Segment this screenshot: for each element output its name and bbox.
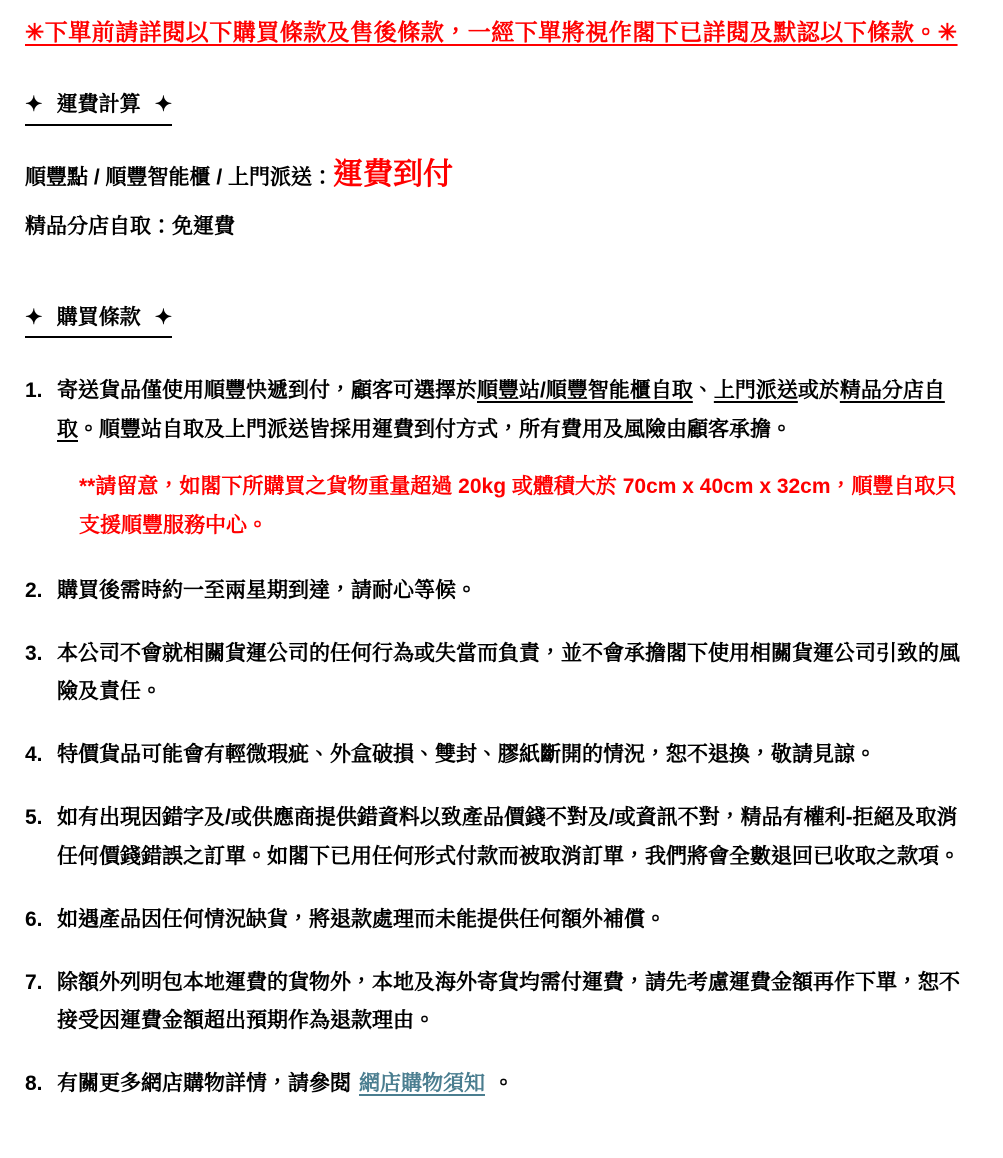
terms-section-title: 購買條款: [56, 305, 141, 329]
store-shopping-guide-link[interactable]: 網店購物須知: [359, 1072, 485, 1096]
term-segment: 寄送貨品僅使用順豐快遞到付，顧客可選擇於: [57, 379, 477, 403]
four-pointed-star-icon: ✦: [25, 305, 43, 329]
term-item-1: [25, 372, 961, 547]
term-number: 6.: [25, 907, 43, 931]
term-segment: 。順豐站自取及上門派送皆採用運費到付方式，所有費用及風險由顧客承擔。: [78, 418, 792, 442]
term-item-2: [25, 572, 961, 611]
term-number: 4.: [25, 743, 43, 767]
term-segment: 。: [493, 1072, 514, 1096]
term-text: 除額外列明包本地運費的貨物外，本地及海外寄貨均需付運費，請先考慮運費金額再作下單，恕不接受因運費金額超出預期作為退款理由。: [57, 970, 960, 1033]
term-segment-underlined: 上門派送: [713, 379, 798, 403]
four-pointed-star-icon: ✦: [154, 305, 173, 329]
term-text: [57, 372, 961, 547]
freight-collect-highlight: 運費到付: [333, 157, 454, 191]
store-pickup-line: 精品分店自取：免運費: [25, 214, 235, 238]
term-number: 1.: [25, 379, 43, 403]
shipping-methods-line: [25, 154, 961, 196]
shipping-methods-label: 順豐點 / 順豐智能櫃 / 上門派送：: [25, 165, 334, 189]
term-text: 本公司不會就相關貨運公司的任何行為或失當而負責，並不會承擔閣下使用相關貨運公司引致的風險及責任。: [57, 641, 960, 704]
top-notice: ✳下單前請詳閱以下購買條款及售後條款，一經下單將視作閣下已詳閱及默認以下條款。✳: [25, 19, 958, 45]
term-segment: 有關更多網店購物詳情，請參閱: [57, 1072, 351, 1096]
term-number: 5.: [25, 806, 43, 830]
term-item-5: [25, 799, 961, 877]
terms-section-heading: [25, 303, 961, 338]
term-text: [57, 1065, 961, 1104]
term-segment-underlined: 順豐站/順豐智能櫃自取: [477, 379, 693, 403]
shipping-section-title: 運費計算: [56, 93, 141, 117]
four-pointed-star-icon: ✦: [25, 93, 43, 117]
term-item-6: [25, 901, 961, 940]
shipping-section-heading: [25, 90, 961, 125]
term-item-4: [25, 736, 961, 775]
term-text: 如有出現因錯字及/或供應商提供錯資料以致產品價錢不對及/或資訊不對，精品有權利-拒絕及取消任何價錢錯誤之訂單。如閣下已用任何形式付款而被取消訂單，我們將會全數退回已收取之款項。: [57, 806, 960, 868]
term-text: 特價貨品可能會有輕微瑕疵、外盒破損、雙封、膠紙斷開的情況，恕不退換，敬請見諒。: [57, 743, 876, 767]
weight-limit-note: **請留意，如閣下所購買之貨物重量超過 20kg 或體積大於 70cm x 40cm x 32cm，順豐自取只支援順豐服務中心。: [79, 475, 957, 537]
term-segment: 或於: [797, 379, 840, 403]
term-segment-underlined: 精品分店自取: [57, 379, 945, 442]
four-pointed-star-icon: ✦: [154, 93, 173, 117]
term-item-3: [25, 635, 961, 713]
term-text: 如遇產品因任何情況缺貨，將退款處理而未能提供任何額外補償。: [57, 907, 666, 931]
term-number: 2.: [25, 578, 43, 602]
term-segment: 、: [692, 379, 714, 403]
term-number: 3.: [25, 641, 43, 665]
term-item-8: [25, 1065, 961, 1104]
term-number: 8.: [25, 1072, 43, 1096]
term-item-7: [25, 964, 961, 1042]
terms-list: [25, 372, 961, 1104]
term-number: 7.: [25, 970, 43, 994]
term-text: 購買後需時約一至兩星期到達，請耐心等候。: [57, 578, 477, 602]
